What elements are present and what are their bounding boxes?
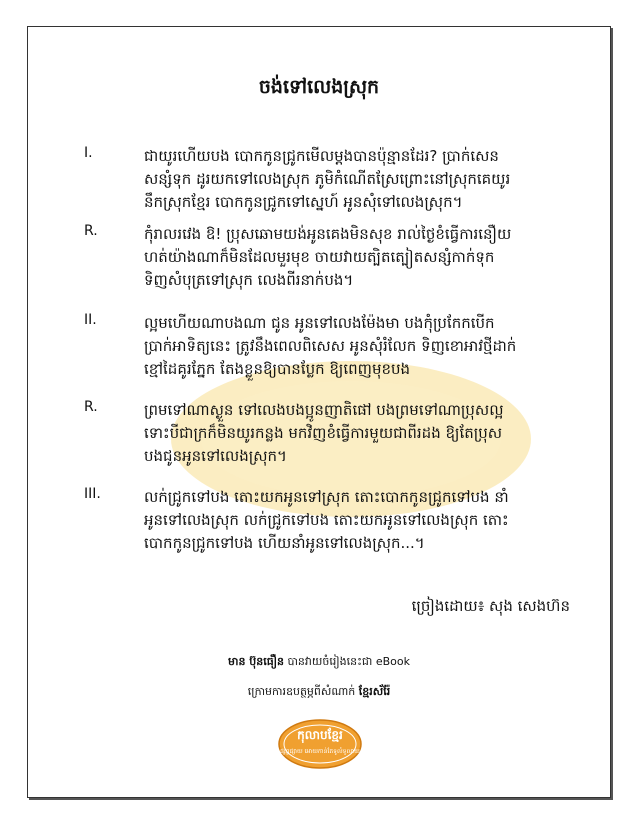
lyric-line: ហត់យ៉ាងណាក៏មិនដែលមួរមុខ ចាយវាយត្បិតត្បៀតសន្សំកាក់ទុក [144,248,495,266]
sponsor-credit-text: ក្រោមការឧបត្ថម្ភពីសំណាក់ [247,685,356,698]
lyric-line: ជាយូរហើយបង បោកកូនជ្រូកមើលម្តងបានប៉ុន្មានដែរ? ប្រាក់សេន [144,147,499,165]
typist-name: មាន ប៊ុនធឿន [227,655,284,668]
ebook-credit [28,655,610,671]
stanza-label: R. [84,223,98,239]
lyric-line: ព្រមទៅណាស្ងួន ទៅលេងបងប្អូនញាតិផៅ បងព្រមទៅណាប្រុសល្អ [144,401,504,419]
lyric-line: ទោះបីជាក្រក៏មិនយូរកន្លង មកវិញខំធ្វើការមួយជាពីរដង ឱ្យតែប្រុស [144,424,503,442]
stanza-label: III. [84,486,101,502]
logo-text: កុលាបខ្មែរ [297,728,343,742]
lyric-line: ល្អមហើយណាបងណា ជូន អូនទៅលេងម៉ែងមា បងកុំប្រកែកបើក [144,314,495,332]
lyric-line: ខ្មៅដៃគូរភ្នែក តែងខ្លួនឱ្យបានប្លែក ឱ្យពេញមុខបង [144,360,411,378]
sponsor-logo [278,719,362,769]
lyric-line: សន្សំទុក ដូរយកទៅលេងស្រុក ភូមិកំណើតស្រែព្រោះនៅស្រុកគេយូរ [144,170,511,188]
lyric-line: ទិញសំបុត្រទៅស្រុក លេងពីរនាក់បង។ [144,271,354,289]
lyric-line: បងជូនអូនទៅលេងស្រុក។ [144,447,287,465]
stanza-label: R. [84,399,98,415]
page-frame [27,26,611,798]
page-title: ចង់ទៅលេងស្រុក [258,76,380,98]
stanza-label: I. [84,145,93,161]
lyric-line: លក់ជ្រូកទៅបង តោះយកអូនទៅស្រុក តោះបោកកូនជ្រូកទៅបង នាំ [144,488,509,506]
sponsor-name: ខ្មែរស័រ៉ែ [358,685,391,698]
sponsor-credit [28,685,610,701]
stanza-label: II. [84,312,97,328]
lyric-line: កុំរាលរវេង ឱ! ប្រុសឆោមយង់អូនគេងមិនសុខ រាល់ថ្ងៃខំធ្វើការនឿយ [144,225,512,243]
lyric-line: នឹកស្រុកខ្មែរ បោកកូនជ្រូកទៅស្នេហ៍ អូនសុំទៅលេងស្រុក។ [144,193,463,211]
lyric-line: បោកកូនជ្រូកទៅបង ហើយនាំអូនទៅលេងស្រុក...។ [144,534,425,552]
lyric-line: ប្រាក់អាទិត្យនេះ ត្រូវនឹងពេលពិសេស អូនសុំរំលែក ទិញខោអាវថ្មីដាក់ [144,337,517,355]
author-credit: ច្រៀងដោយ៖ សុង សេងហ៊ន [411,597,570,615]
logo-subtext: ផ្សព្វផ្សាយ អោយកាន់តែទូលំទូលាយ [280,748,360,755]
lyric-line: អូនទៅលេងស្រុក លក់ជ្រូកទៅបង តោះយកអូនទៅលេងស្រុក តោះ [144,511,509,529]
ebook-credit-text: បានវាយចំរៀងនេះជា eBook [287,655,411,668]
